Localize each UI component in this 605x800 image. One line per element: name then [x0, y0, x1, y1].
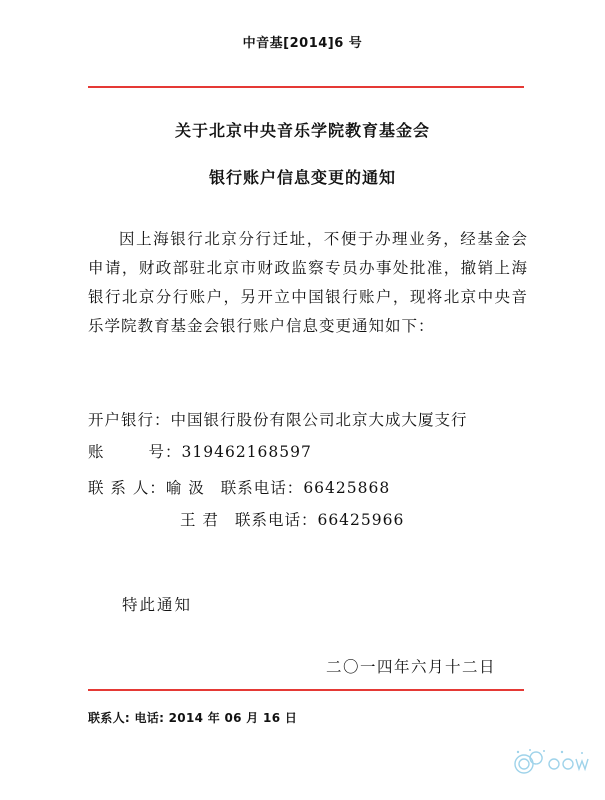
bank-label: 开户银行：: [88, 411, 171, 429]
contact-name-1: 喻 汲: [165, 479, 205, 497]
body-paragraph: 因上海银行北京分行迁址，不便于办理业务，经基金会申请，财政部驻北京市财政监察专员办事处批准，撤销上海银行北京分行账户，另开立中国银行账户，现将北京中央音乐学院教育基金会银行账户信息变更通知如下：: [88, 230, 528, 335]
account-row: [88, 442, 312, 462]
closing-text: 特此通知: [122, 596, 193, 614]
bottom-red-rule: [88, 689, 524, 691]
bank-row: [88, 410, 468, 430]
contact-row-1: [88, 478, 390, 498]
account-label-part2: 号：: [148, 443, 182, 461]
title-line-2: 银行账户信息变更的通知: [208, 168, 396, 187]
account-label-part1: 账: [88, 443, 105, 461]
bank-value: 中国银行股份有限公司北京大成大厦支行: [170, 411, 468, 429]
contact-phone-1: 66425868: [303, 479, 391, 497]
contact-row-2: [180, 510, 404, 530]
contact-name-2: 王 君: [180, 511, 219, 529]
contact-phone-label-1: 联系电话：: [220, 479, 304, 497]
document-number: 中音基[2014]6 号: [242, 36, 363, 51]
watermark-logo-icon: [512, 742, 594, 782]
issue-date: 二〇一四年六月十二日: [326, 658, 497, 676]
footer-contact-line: 联系人: 电话: 2014 年 06 月 16 日: [88, 711, 298, 725]
account-value: 319462168597: [181, 443, 312, 461]
contacts-label: 联 系 人：: [88, 479, 166, 497]
title-line-1: 关于北京中央音乐学院教育基金会: [174, 121, 430, 140]
contact-phone-2: 66425966: [317, 511, 405, 529]
contact-phone-label-2: 联系电话：: [234, 511, 318, 529]
top-red-rule: [88, 86, 524, 88]
